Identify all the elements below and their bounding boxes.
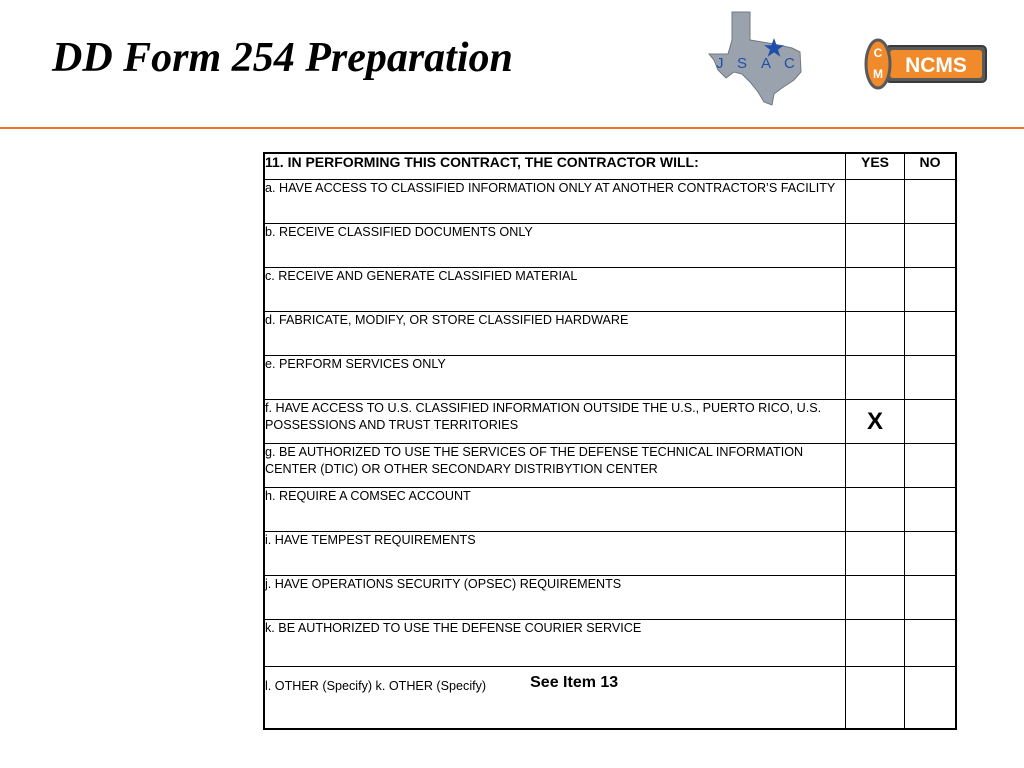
no-cell[interactable] (905, 620, 957, 667)
item-text: f. HAVE ACCESS TO U.S. CLASSIFIED INFORMATION OUTSIDE THE U.S., PUERTO RICO, U.S. POSSESSIONS AND TRUST TERRITORIES (264, 400, 846, 444)
question-header: 11. IN PERFORMING THIS CONTRACT, THE CONTRACTOR WILL: (264, 153, 846, 180)
item-text: e. PERFORM SERVICES ONLY (264, 356, 846, 400)
jsac-letter-c: C (784, 55, 795, 72)
page-title: DD Form 254 Preparation (52, 35, 513, 81)
ncms-logo (862, 38, 990, 90)
table-row (264, 488, 956, 532)
other-item (264, 667, 846, 729)
item-text: k. BE AUTHORIZED TO USE THE DEFENSE COURIER SERVICE (264, 620, 846, 667)
no-cell[interactable] (905, 488, 957, 532)
table-row (264, 532, 956, 576)
see-item-note: See Item 13 (530, 674, 619, 691)
yes-cell[interactable] (846, 356, 905, 400)
item-text: c. RECEIVE AND GENERATE CLASSIFIED MATERIAL (264, 268, 846, 312)
yes-cell[interactable] (846, 667, 905, 729)
no-cell[interactable] (905, 268, 957, 312)
no-cell[interactable] (905, 444, 957, 488)
yes-cell[interactable] (846, 532, 905, 576)
jsac-letter-s: S (737, 55, 748, 72)
yes-mark: X (866, 408, 883, 435)
other-item-text: l. OTHER (Specify) k. OTHER (Specify) (265, 679, 487, 693)
ncms-text: NCMS (905, 54, 967, 77)
table-row (264, 400, 956, 444)
table-row (264, 312, 956, 356)
no-cell[interactable] (905, 400, 957, 444)
yes-header: YES (846, 153, 905, 180)
jsac-letter-a: A (761, 55, 772, 72)
no-cell[interactable] (905, 224, 957, 268)
item-text: i. HAVE TEMPEST REQUIREMENTS (264, 532, 846, 576)
no-cell[interactable] (905, 667, 957, 729)
yes-cell[interactable] (846, 180, 905, 224)
item-text: b. RECEIVE CLASSIFIED DOCUMENTS ONLY (264, 224, 846, 268)
table-row (264, 444, 956, 488)
no-cell[interactable] (905, 312, 957, 356)
table-row (264, 356, 956, 400)
item-text: g. BE AUTHORIZED TO USE THE SERVICES OF THE DEFENSE TECHNICAL INFORMATION CENTER (DTIC) OR OTHER SECONDARY DISTRIBYTION CENTER (264, 444, 846, 488)
table-row-other (264, 667, 956, 729)
item-text: d. FABRICATE, MODIFY, OR STORE CLASSIFIED HARDWARE (264, 312, 846, 356)
ncms-badge-c: C (873, 46, 883, 60)
table-row (264, 224, 956, 268)
no-cell[interactable] (905, 576, 957, 620)
no-cell[interactable] (905, 180, 957, 224)
yes-cell[interactable] (846, 312, 905, 356)
no-cell[interactable] (905, 532, 957, 576)
yes-cell[interactable] (846, 488, 905, 532)
yes-cell[interactable] (846, 268, 905, 312)
yes-cell[interactable] (846, 620, 905, 667)
table-row (264, 576, 956, 620)
no-cell[interactable] (905, 356, 957, 400)
jsac-letter-j: J (716, 55, 724, 72)
item-text: a. HAVE ACCESS TO CLASSIFIED INFORMATION ONLY AT ANOTHER CONTRACTOR’S FACILITY (264, 180, 846, 224)
table-row (264, 180, 956, 224)
title-divider (0, 127, 1024, 129)
table-row (264, 268, 956, 312)
yes-cell[interactable] (846, 576, 905, 620)
item-text: j. HAVE OPERATIONS SECURITY (OPSEC) REQUIREMENTS (264, 576, 846, 620)
no-header: NO (905, 153, 957, 180)
yes-cell[interactable] (846, 224, 905, 268)
table-header-row (264, 153, 956, 180)
yes-cell[interactable] (846, 444, 905, 488)
yes-cell[interactable] (846, 400, 905, 444)
table-row (264, 620, 956, 667)
ncms-badge-m: M (873, 67, 883, 81)
contractor-requirements-table (263, 152, 957, 730)
jsac-logo (706, 10, 812, 106)
item-text: h. REQUIRE A COMSEC ACCOUNT (264, 488, 846, 532)
